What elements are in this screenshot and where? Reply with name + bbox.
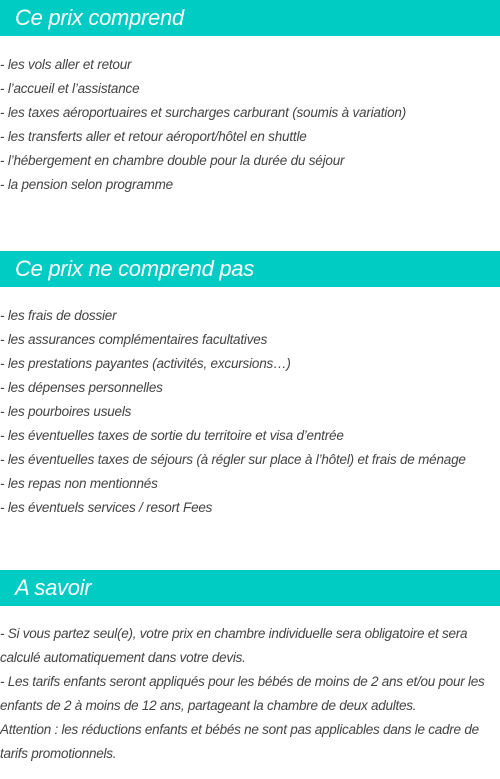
list-item: - les taxes aéroportuaires et surcharges carburant (soumis à variation) <box>0 105 406 120</box>
list-item: - les assurances complémentaires facultatives <box>0 332 268 347</box>
section-header-not-included <box>0 251 500 287</box>
list-item: - les pourboires usuels <box>0 404 132 419</box>
list-item: - les éventuelles taxes de séjours (à régler sur place à l’hôtel) et frais de ménage <box>0 452 466 467</box>
good-to-know-body <box>0 606 500 766</box>
list-item: - l’hébergement en chambre double pour la durée du séjour <box>0 153 345 168</box>
not-included-list <box>0 287 500 520</box>
section-title-included: Ce prix comprend <box>15 5 184 30</box>
list-item: - les vols aller et retour <box>0 57 132 72</box>
info-paragraph: - Si vous partez seul(e), votre prix en chambre individuelle sera obligatoire et sera calculé automatiquement dans votre devis. <box>0 626 468 665</box>
section-title-good-to-know: A savoir <box>15 575 92 600</box>
info-paragraph: Attention : les réductions enfants et bébés ne sont pas applicables dans le cadre de tarifs promotionnels. <box>0 722 479 761</box>
list-item: - les repas non mentionnés <box>0 476 158 491</box>
list-item: - les éventuels services / resort Fees <box>0 500 213 515</box>
section-header-included <box>0 0 500 36</box>
included-list <box>0 36 500 197</box>
list-item: - les transferts aller et retour aéroport/hôtel en shuttle <box>0 129 307 144</box>
section-title-not-included: Ce prix ne comprend pas <box>15 256 254 281</box>
section-header-good-to-know <box>0 570 500 606</box>
list-item: - l’accueil et l’assistance <box>0 81 140 96</box>
info-paragraph: - Les tarifs enfants seront appliqués pour les bébés de moins de 2 ans et/ou pour les enfants de 2 à moins de 12 ans, partageant la chambre de deux adultes. <box>0 674 485 713</box>
list-item: - les dépenses personnelles <box>0 380 163 395</box>
list-item: - les éventuelles taxes de sortie du territoire et visa d’entrée <box>0 428 344 443</box>
list-item: - les frais de dossier <box>0 308 117 323</box>
list-item: - les prestations payantes (activités, excursions…) <box>0 356 291 371</box>
list-item: - la pension selon programme <box>0 177 173 192</box>
